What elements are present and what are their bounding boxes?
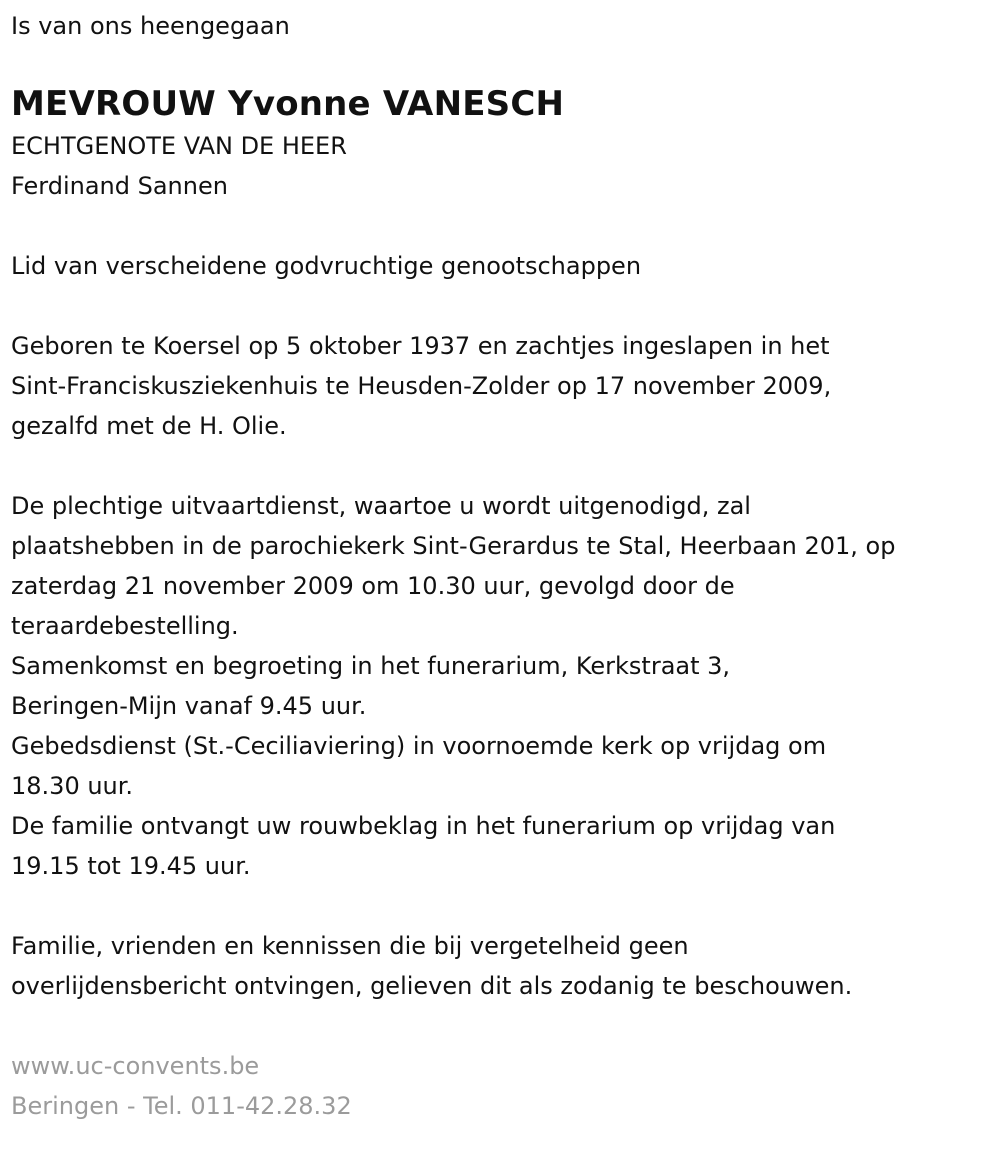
spouse-title: ECHTGENOTE VAN DE HEER [11, 132, 347, 160]
birth-line: gezalfd met de H. Olie. [11, 412, 287, 440]
service-line: De plechtige uitvaartdienst, waartoe u wordt uitgenodigd, zal [11, 492, 751, 520]
spacer [11, 446, 988, 486]
footer [11, 1046, 988, 1126]
service-line: Beringen-Mijn vanaf 9.45 uur. [11, 692, 367, 720]
service-line: 18.30 uur. [11, 772, 134, 800]
notice-line: Familie, vrienden en kennissen die bij vergetelheid geen [11, 932, 689, 960]
service-paragraph [11, 486, 988, 886]
notice-line: overlijdensbericht ontvingen, gelieven dit als zodanig te beschouwen. [11, 972, 853, 1000]
service-line: De familie ontvangt uw rouwbeklag in het funerarium op vrijdag van [11, 812, 836, 840]
spacer [11, 1006, 988, 1046]
notice-paragraph [11, 926, 988, 1006]
birth-line: Sint-Franciskusziekenhuis te Heusden-Zolder op 17 november 2009, [11, 372, 832, 400]
spouse-name: Ferdinand Sannen [11, 172, 228, 200]
birth-line: Geboren te Koersel op 5 oktober 1937 en zachtjes ingeslapen in het [11, 332, 830, 360]
service-line: plaatshebben in de parochiekerk Sint-Gerardus te Stal, Heerbaan 201, op [11, 532, 896, 560]
service-line: Samenkomst en begroeting in het funerarium, Kerkstraat 3, [11, 652, 731, 680]
spacer [11, 886, 988, 926]
footer-contact: Beringen - Tel. 011-42.28.32 [11, 1092, 352, 1120]
birth-paragraph [11, 326, 988, 446]
service-line: 19.15 tot 19.45 uur. [11, 852, 251, 880]
spacer [11, 206, 988, 246]
deceased-name: MEVROUW Yvonne VANESCH [11, 84, 565, 124]
service-line: Gebedsdienst (St.-Ceciliaviering) in voornoemde kerk op vrijdag om [11, 732, 827, 760]
intro-text: Is van ons heengegaan [11, 12, 290, 40]
service-line: teraardebestelling. [11, 612, 239, 640]
spacer [11, 286, 988, 326]
footer-website[interactable]: www.uc-convents.be [11, 1052, 260, 1080]
membership-text: Lid van verscheidene godvruchtige genootschappen [11, 252, 642, 280]
service-line: zaterdag 21 november 2009 om 10.30 uur, gevolgd door de [11, 572, 735, 600]
